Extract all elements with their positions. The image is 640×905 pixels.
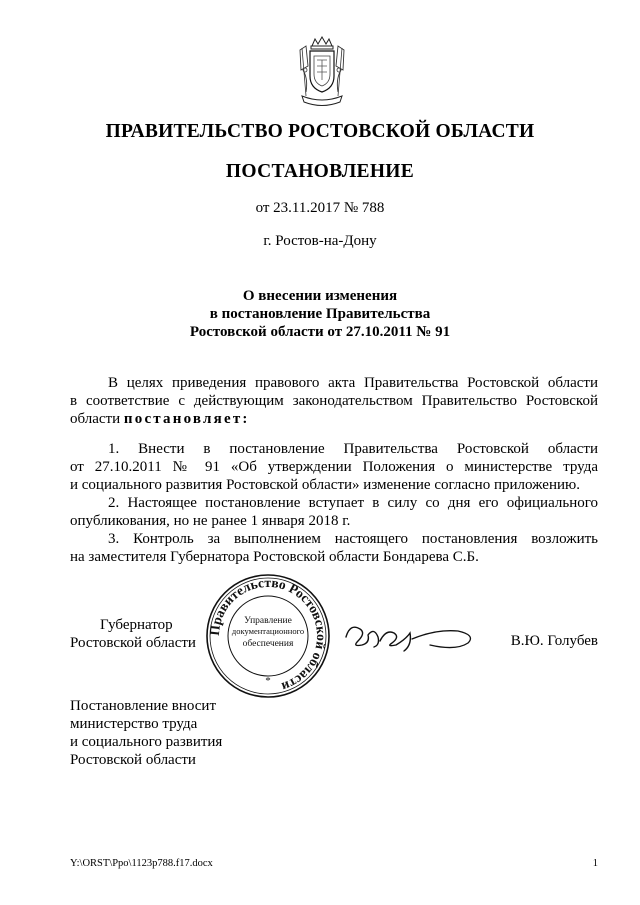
seal-inner-line: документационного (231, 626, 305, 636)
document-city: г. Ростов-на-Дону (263, 233, 377, 249)
clause-2 (70, 494, 598, 530)
seal-star: * (265, 675, 271, 687)
clause-3 (70, 530, 598, 566)
coat-of-arms-icon (296, 36, 348, 110)
subject-line: Ростовской области от 27.10.2011 № 91 (189, 324, 451, 340)
submitted-by-block (70, 697, 222, 769)
subject-line: О внесении изменения (242, 288, 398, 304)
document-subject (0, 287, 640, 341)
position-region: Ростовской области (70, 635, 196, 651)
paragraph-line: 3. Контроль за выполнением настоящего постановления возложить (108, 531, 598, 547)
paragraph-line: от 27.10.2011 № 91 «Об утверждении Положения о министерстве труда (70, 459, 598, 475)
document-type: ПОСТАНОВЛЕНИЕ (225, 161, 415, 182)
document-date-number: от 23.11.2017 № 788 (255, 200, 385, 216)
preamble-paragraph (70, 374, 598, 428)
signer-name: В.Ю. Голубев (510, 633, 598, 649)
paragraph-line-prefix: области (70, 411, 124, 427)
seal-inner-line: Управление (244, 616, 292, 626)
seal-ring-text: Правительство Ростовской области (206, 574, 330, 695)
paragraph-line: 2. Настоящее постановление вступает в силу со дня его официального (108, 495, 598, 511)
subject-line: в постановление Правительства (209, 306, 431, 322)
submitted-line: Постановление вносит (70, 698, 217, 714)
paragraph-line: на заместителя Губернатора Ростовской области Бондарева С.Б. (70, 549, 479, 565)
government-title: ПРАВИТЕЛЬСТВО РОСТОВСКОЙ ОБЛАСТИ (105, 121, 535, 142)
paragraph-line: 1. Внести в постановление Правительства Ростовской области (108, 441, 598, 457)
submitted-line: и социального развития (70, 734, 223, 750)
footer-file-path: Y:\ORST\Ppo\1123p788.f17.docx (70, 858, 213, 869)
page-number: 1 (592, 858, 598, 869)
position-title: Губернатор (100, 617, 173, 633)
seal-inner-line: обеспечения (242, 639, 294, 649)
submitted-line: Ростовской области (70, 752, 196, 768)
paragraph-line: опубликования, но не ранее 1 января 2018 г. (70, 513, 351, 529)
paragraph-line: в соответствие с действующим законодательством Правительство Ростовской (70, 393, 598, 409)
paragraph-line: В целях приведения правового акта Правительства Ростовской области (108, 375, 598, 391)
handwritten-signature (340, 615, 480, 659)
official-seal (204, 572, 332, 700)
submitted-line: министерство труда (70, 716, 198, 732)
resolves-word: постановляет: (123, 411, 250, 427)
signer-position (70, 616, 210, 652)
clause-1 (70, 440, 598, 494)
paragraph-line (70, 410, 598, 428)
paragraph-line: и социального развития Ростовской области» изменение согласно приложению. (70, 477, 580, 493)
